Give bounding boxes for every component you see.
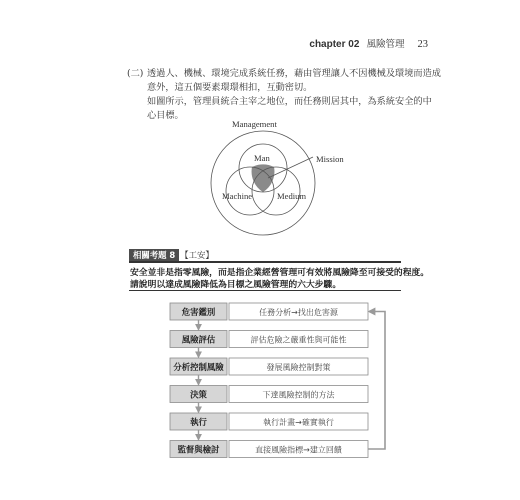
step-name: 監督與檢討	[177, 444, 220, 455]
feedback-loop-arrow	[368, 312, 385, 450]
paragraph-line: 意外，這五個要素環環相扣，互動密切。	[147, 82, 313, 93]
step-name: 危害鑑別	[181, 307, 216, 317]
venn-label-mission: Mission	[316, 154, 344, 164]
section-title: 風險管理	[366, 39, 405, 50]
venn-label-management: Management	[232, 119, 277, 129]
step-name: 決策	[190, 389, 207, 400]
paragraph-marker: (二)	[127, 68, 144, 79]
question-line: 請說明以達成風險降低為目標之風險管理的六大步驟。	[130, 280, 342, 290]
step-description: 發展風險控制對策	[266, 363, 331, 372]
paragraph-line: 心目標。	[147, 110, 184, 121]
step-name: 執行	[190, 417, 207, 427]
paragraph-line: 如圖所示，管理員統合主宰之地位，而任務則居其中，為系統安全的中	[147, 96, 432, 107]
step-description: 下達風險控制的方法	[262, 390, 335, 400]
paragraph-line: 透過人、機械、環境完成系統任務，藉由管理讓人不因機械及環境而造成	[147, 68, 441, 79]
step-description: 執行計畫→確實執行	[263, 418, 334, 427]
venn-label-machine: Machine	[222, 191, 253, 201]
question-line: 安全並非是指零風險，而是指企業經營管理可有效將風險降至可接受的程度。	[130, 268, 430, 278]
step-name: 分析控制風險	[173, 362, 224, 372]
page-number: 23	[417, 39, 428, 50]
step-description: 評估危險之嚴重性與可能性	[250, 335, 347, 345]
step-description: 任務分析→找出危害源	[259, 308, 338, 317]
step-name: 風險評估	[181, 334, 216, 345]
question-source: 【工安】	[180, 250, 214, 260]
chapter-label: chapter 02	[309, 39, 360, 50]
venn-label-medium: Medium	[277, 191, 307, 201]
venn-label-man: Man	[254, 153, 270, 163]
question-label: 相關考題 8	[129, 249, 179, 262]
step-description: 直接風險指標→建立回饋	[255, 445, 342, 455]
